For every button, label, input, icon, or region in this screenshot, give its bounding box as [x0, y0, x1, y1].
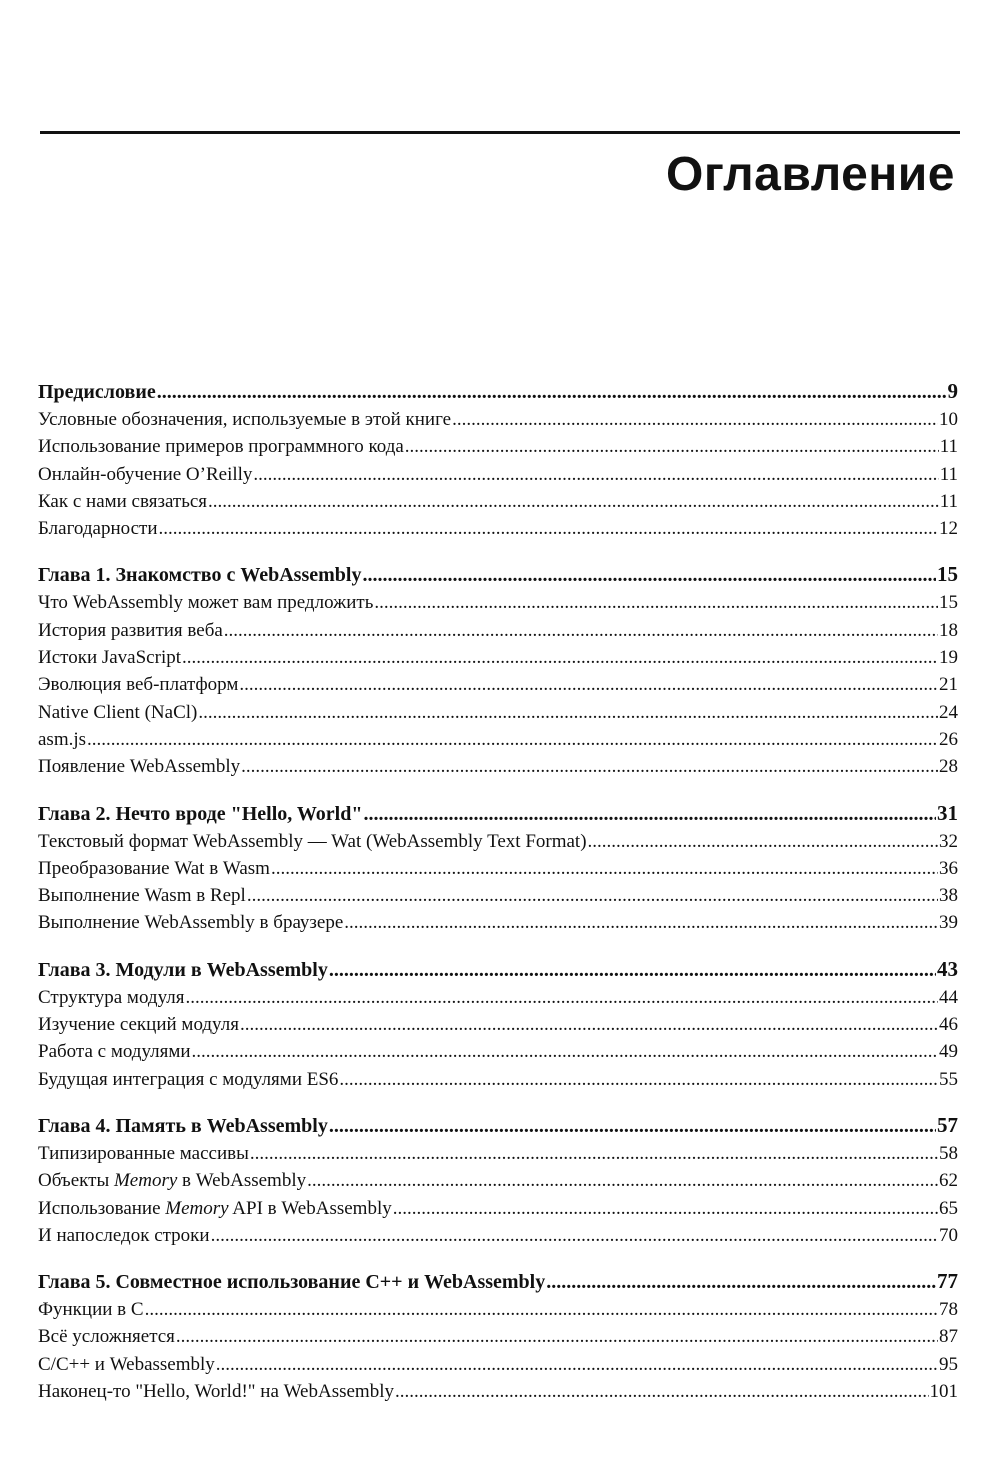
title-part: API в WebAssembly	[228, 1197, 392, 1219]
dot-leader	[216, 1351, 938, 1378]
dot-leader	[271, 855, 938, 882]
toc-entry[interactable]	[38, 406, 958, 433]
toc-page-number: 15	[937, 562, 958, 587]
dot-leader	[362, 561, 936, 589]
dot-leader	[329, 1112, 936, 1140]
toc-entry[interactable]	[38, 644, 958, 671]
toc-page-number: 11	[939, 436, 958, 458]
toc-section-chapter-5	[38, 1267, 958, 1405]
toc-section-preface	[38, 377, 958, 542]
toc-page-number: 62	[939, 1170, 958, 1192]
toc-chapter-title: Глава 4. Память в WebAssembly	[38, 1114, 328, 1137]
toc-page-number: 38	[939, 885, 958, 907]
dot-leader	[588, 828, 938, 855]
toc-page-number: 15	[939, 592, 958, 614]
toc-page-number: 43	[937, 956, 958, 981]
toc-entry[interactable]	[38, 1351, 958, 1378]
dot-leader	[344, 909, 938, 936]
dot-leader	[329, 956, 936, 984]
toc-page-number: 28	[939, 756, 958, 778]
toc-entry[interactable]	[38, 1066, 958, 1093]
toc-entry[interactable]	[38, 589, 958, 616]
toc-entry[interactable]	[38, 1195, 958, 1222]
dot-leader	[240, 1011, 938, 1038]
toc-entry-title: Функции в C	[38, 1299, 144, 1321]
dot-leader	[374, 589, 938, 616]
toc-page-number: 57	[937, 1112, 958, 1137]
toc-entry[interactable]	[38, 984, 958, 1011]
toc-page-number: 101	[929, 1381, 958, 1403]
toc-entry[interactable]	[38, 699, 958, 726]
toc-entry-title: Онлайн-обучение O’Reilly	[38, 463, 253, 485]
toc-entry[interactable]	[38, 882, 958, 909]
toc-entry[interactable]	[38, 1296, 958, 1323]
top-rule	[40, 131, 960, 134]
title-part: в WebAssembly	[177, 1170, 307, 1192]
dot-leader	[395, 1378, 929, 1405]
toc-entry-title: Выполнение WebAssembly в браузере	[38, 912, 344, 934]
dot-leader	[253, 461, 938, 488]
toc-page-number: 10	[939, 409, 958, 430]
toc-entry[interactable]	[38, 1140, 958, 1167]
dot-leader	[307, 1167, 938, 1194]
dot-leader	[198, 699, 938, 726]
toc-page-number: 9	[947, 379, 958, 403]
toc-section-chapter-4	[38, 1111, 958, 1249]
toc-entry[interactable]	[38, 855, 958, 882]
toc-page-number: 65	[939, 1197, 958, 1219]
dot-leader	[241, 753, 938, 780]
toc-chapter[interactable]	[38, 955, 958, 984]
toc-entry-title: Что WebAssembly может вам предложить	[38, 592, 374, 614]
toc-entry[interactable]	[38, 617, 958, 644]
toc-chapter[interactable]	[38, 560, 958, 589]
toc-entry[interactable]	[38, 753, 958, 780]
toc-entry[interactable]	[38, 671, 958, 698]
toc-entry-title: Выполнение Wasm в Repl	[38, 885, 246, 907]
toc-entry-title: Будущая интеграция с модулями ES6	[38, 1068, 339, 1090]
toc-page-number: 26	[939, 728, 958, 750]
toc-entry-title: История развития веба	[38, 619, 223, 641]
toc-entry[interactable]	[38, 461, 958, 488]
toc-entry-title: Эволюция веб-платформ	[38, 674, 239, 696]
title-part-italic: Memory	[165, 1197, 229, 1219]
toc-entry-title: Наконец-то "Hello, World!" на WebAssembly	[38, 1381, 394, 1403]
toc-entry-title: Истоки JavaScript	[38, 647, 182, 669]
toc-entry[interactable]	[38, 1038, 958, 1065]
toc-entry[interactable]	[38, 1378, 958, 1405]
dot-leader	[363, 800, 936, 828]
toc-entry[interactable]	[38, 1222, 958, 1249]
toc-page-number: 31	[937, 800, 958, 825]
toc-entry-title: Появление WebAssembly	[38, 756, 241, 778]
dot-leader	[159, 515, 939, 542]
toc-entry-title	[38, 1195, 392, 1222]
toc-page-number: 78	[939, 1299, 958, 1321]
toc-entry[interactable]	[38, 1167, 958, 1194]
toc-entry-title: Использование примеров программного кода	[38, 436, 404, 458]
dot-leader	[185, 984, 938, 1011]
toc-entry-title: Всё усложняется	[38, 1326, 175, 1348]
dot-leader	[239, 671, 938, 698]
toc-chapter-title: Глава 2. Нечто вроде "Hello, World"	[38, 802, 363, 825]
toc-page-number: 12	[939, 518, 958, 540]
toc-chapter-title: Глава 5. Совместное использование C++ и WebAssembly	[38, 1271, 546, 1294]
dot-leader	[247, 882, 938, 909]
toc-entry[interactable]	[38, 828, 958, 855]
title-part: Использование	[38, 1197, 166, 1219]
toc-entry-title: Типизированные массивы	[38, 1142, 249, 1164]
toc-page-number: 46	[939, 1014, 958, 1036]
toc-page-number: 39	[939, 912, 958, 934]
toc-entry[interactable]	[38, 1011, 958, 1038]
toc-page-number: 32	[939, 830, 958, 852]
toc-entry-title: Изучение секций модуля	[38, 1014, 239, 1036]
toc-entry-title: Работа с модулями	[38, 1041, 191, 1063]
toc-page-number: 18	[939, 619, 958, 641]
page-title: Оглавление	[666, 148, 955, 201]
toc-entry-title: И напоследок строки	[38, 1224, 210, 1246]
dot-leader	[145, 1296, 938, 1323]
dot-leader	[224, 617, 938, 644]
toc-chapter[interactable]	[38, 377, 958, 406]
toc-section-chapter-1	[38, 560, 958, 780]
toc-page-number: 77	[937, 1269, 958, 1294]
table-of-contents	[38, 377, 958, 1423]
dot-leader	[339, 1066, 938, 1093]
toc-chapter-title: Глава 3. Модули в WebAssembly	[38, 958, 328, 981]
toc-page-number: 11	[939, 490, 958, 512]
dot-leader	[452, 406, 938, 433]
toc-chapter-title: Предисловие	[38, 381, 156, 403]
dot-leader	[393, 1195, 938, 1222]
toc-page-number: 58	[939, 1142, 958, 1164]
toc-page-number: 19	[939, 647, 958, 669]
dot-leader	[192, 1038, 938, 1065]
toc-page-number: 21	[939, 674, 958, 696]
title-part-italic: Memory	[113, 1170, 178, 1192]
toc-page-number: 49	[939, 1041, 958, 1063]
toc-chapter-title: Глава 1. Знакомство с WebAssembly	[38, 564, 362, 587]
toc-entry-title: Native Client (NaCl)	[38, 701, 198, 723]
toc-entry-title: Как с нами связаться	[38, 490, 208, 512]
toc-section-chapter-2	[38, 799, 958, 937]
toc-entry[interactable]	[38, 515, 958, 542]
toc-chapter[interactable]	[38, 1267, 958, 1296]
dot-leader	[405, 433, 939, 460]
toc-page-number: 44	[939, 986, 958, 1008]
toc-entry-title: Преобразование Wat в Wasm	[38, 857, 270, 879]
dot-leader	[208, 488, 939, 515]
toc-chapter[interactable]	[38, 799, 958, 828]
toc-entry[interactable]	[38, 1323, 958, 1350]
dot-leader	[211, 1222, 938, 1249]
toc-page-number: 11	[939, 463, 958, 485]
toc-entry[interactable]	[38, 488, 958, 515]
toc-section-chapter-3	[38, 955, 958, 1093]
toc-entry[interactable]	[38, 433, 958, 460]
toc-entry-title: Структура модуля	[38, 986, 185, 1008]
toc-entry-title	[38, 1167, 306, 1194]
toc-page-number: 24	[939, 701, 958, 723]
dot-leader	[176, 1323, 938, 1350]
toc-entry-title: Текстовый формат WebAssembly — Wat (WebAssembly Text Format)	[38, 830, 587, 852]
toc-entry-title: Благодарности	[38, 518, 158, 540]
toc-entry-title: asm.js	[38, 728, 87, 750]
dot-leader	[157, 378, 947, 406]
toc-entry-title: Условные обозначения, используемые в этой книге	[38, 409, 452, 430]
toc-page-number: 55	[939, 1068, 958, 1090]
toc-page-number: 87	[939, 1326, 958, 1348]
dot-leader	[546, 1268, 936, 1296]
toc-entry[interactable]	[38, 909, 958, 936]
dot-leader	[87, 726, 938, 753]
toc-page-number: 36	[939, 857, 958, 879]
toc-entry[interactable]	[38, 726, 958, 753]
toc-chapter[interactable]	[38, 1111, 958, 1140]
toc-page-number: 70	[939, 1224, 958, 1246]
dot-leader	[182, 644, 938, 671]
toc-entry-title: C/C++ и Webassembly	[38, 1353, 215, 1375]
toc-page-number: 95	[939, 1353, 958, 1375]
dot-leader	[250, 1140, 938, 1167]
title-part: Объекты	[38, 1170, 114, 1192]
